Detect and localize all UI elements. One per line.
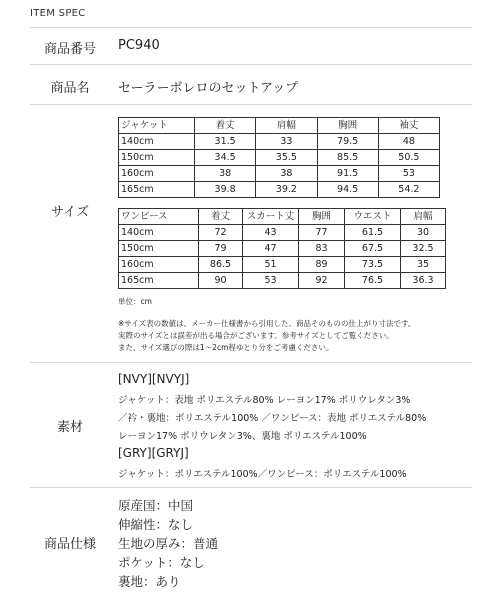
spec-line: ポケット：なし (118, 555, 205, 570)
onepiece-table-cell: 86.5 (199, 257, 243, 273)
onepiece-table-row (119, 241, 446, 257)
product-name-value: セーラーボレロのセットアップ (118, 81, 299, 96)
onepiece-table-cell: ウエスト (345, 209, 401, 225)
jacket-table-cell: 肩幅 (256, 118, 317, 134)
onepiece-table-cell: 150cm (119, 241, 199, 257)
jacket-table-row (119, 182, 440, 198)
divider (30, 104, 472, 105)
jacket-table-cell: 150cm (119, 150, 195, 166)
divider (30, 362, 472, 363)
onepiece-table-row (119, 273, 446, 289)
onepiece-table-cell: 着丈 (199, 209, 243, 225)
spec-line: 原産国：中国 (118, 498, 194, 513)
onepiece-table-cell: 36.3 (401, 273, 446, 289)
divider (30, 64, 472, 65)
onepiece-table-cell: 32.5 (401, 241, 446, 257)
onepiece-table-cell: 160cm (119, 257, 199, 273)
material-line: ／衿・裏地：ポリエステル100% ／ワンピース：表地 ポリエステル80% (118, 413, 427, 424)
onepiece-table-cell: 140cm (119, 225, 199, 241)
spec-label: 商品仕様 (43, 537, 96, 552)
jacket-table-cell: 着丈 (195, 118, 256, 134)
onepiece-table-cell: 67.5 (345, 241, 401, 257)
onepiece-table-cell: 76.5 (345, 273, 401, 289)
onepiece-table-cell: 47 (243, 241, 299, 257)
jacket-table-cell: 79.5 (317, 134, 378, 150)
spec-line: 伸縮性：なし (118, 517, 194, 532)
onepiece-table-cell: 30 (401, 225, 446, 241)
jacket-table-cell: 85.5 (317, 150, 378, 166)
jacket-table-cell: 160cm (119, 166, 195, 182)
onepiece-table-row (119, 225, 446, 241)
onepiece-table-cell: ワンピース (119, 209, 199, 225)
jacket-table-cell: 38 (256, 166, 317, 182)
jacket-table-cell: 35.5 (256, 150, 317, 166)
material-line: ジャケット：ポリエステル100%／ワンピース：ポリエステル100% (118, 469, 407, 480)
spec-line: 裏地：あり (118, 574, 181, 589)
section-title: ITEM SPEC (30, 8, 86, 19)
size-note-line: また、サイズ選びの際は1～2cm程ゆとり分をご考慮ください。 (118, 343, 334, 352)
onepiece-table-cell: 79 (199, 241, 243, 257)
onepiece-table-cell: 胸囲 (299, 209, 345, 225)
jacket-table-cell: 48 (378, 134, 439, 150)
onepiece-table-cell: 51 (243, 257, 299, 273)
onepiece-table-cell: 43 (243, 225, 299, 241)
jacket-table-cell: 91.5 (317, 166, 378, 182)
jacket-table-header-row (119, 118, 440, 134)
jacket-table-cell: 袖丈 (378, 118, 439, 134)
size-note-line: 実際のサイズとは誤差が出る場合がございます。参考サイズとしてご覧ください。 (118, 331, 394, 340)
jacket-table-row (119, 150, 440, 166)
onepiece-size-table (118, 208, 446, 289)
jacket-table-cell: 38 (195, 166, 256, 182)
onepiece-table-cell: 77 (299, 225, 345, 241)
material-line: ジャケット：表地 ポリエステル80% レーヨン17% ポリウレタン3% (118, 395, 411, 406)
jacket-table-cell: 140cm (119, 134, 195, 150)
onepiece-table-cell: 72 (199, 225, 243, 241)
onepiece-table-cell: 165cm (119, 273, 199, 289)
onepiece-table-cell: 61.5 (345, 225, 401, 241)
jacket-table-cell: 31.5 (195, 134, 256, 150)
jacket-table-cell: 34.5 (195, 150, 256, 166)
unit-note: 単位：cm (118, 297, 152, 306)
jacket-table-cell: 53 (378, 166, 439, 182)
material-label: 素材 (56, 420, 83, 435)
onepiece-table-cell: 90 (199, 273, 243, 289)
onepiece-table-cell: 73.5 (345, 257, 401, 273)
jacket-table-cell: 39.8 (195, 182, 256, 198)
product-name-label: 商品名 (50, 81, 90, 96)
material-color-gry: [GRY][GRYJ] (118, 446, 189, 460)
product-number-label: 商品番号 (43, 42, 96, 57)
onepiece-table-cell: 35 (401, 257, 446, 273)
divider (30, 487, 472, 488)
onepiece-table-cell: 92 (299, 273, 345, 289)
jacket-table-row (119, 134, 440, 150)
jacket-table-cell: 50.5 (378, 150, 439, 166)
material-line: レーヨン17% ポリウレタン3%、裏地 ポリエステル100% (118, 431, 367, 442)
jacket-table-cell: 94.5 (317, 182, 378, 198)
jacket-table-cell: 165cm (119, 182, 195, 198)
product-number-value: PC940 (118, 38, 160, 53)
onepiece-table-cell: 83 (299, 241, 345, 257)
jacket-table-cell: 33 (256, 134, 317, 150)
spec-line: 生地の厚み：普通 (118, 536, 219, 551)
onepiece-table-cell: 89 (299, 257, 345, 273)
divider (30, 27, 472, 28)
onepiece-table-header-row (119, 209, 446, 225)
onepiece-table-cell: スカート丈 (243, 209, 299, 225)
jacket-table-cell: ジャケット (119, 118, 195, 134)
jacket-table-cell: 54.2 (378, 182, 439, 198)
onepiece-table-cell: 53 (243, 273, 299, 289)
onepiece-table-cell: 肩幅 (401, 209, 446, 225)
size-note-line: ※サイズ表の数値は、メーカー仕様書から引用した、商品そのものの仕上がり寸法です。 (118, 319, 416, 328)
jacket-table-row (119, 166, 440, 182)
jacket-table-cell: 39.2 (256, 182, 317, 198)
onepiece-table-row (119, 257, 446, 273)
size-label: サイズ (51, 205, 89, 220)
jacket-size-table (118, 117, 440, 198)
material-color-nvy: [NVY][NVYJ] (118, 372, 190, 386)
jacket-table-cell: 胸囲 (317, 118, 378, 134)
